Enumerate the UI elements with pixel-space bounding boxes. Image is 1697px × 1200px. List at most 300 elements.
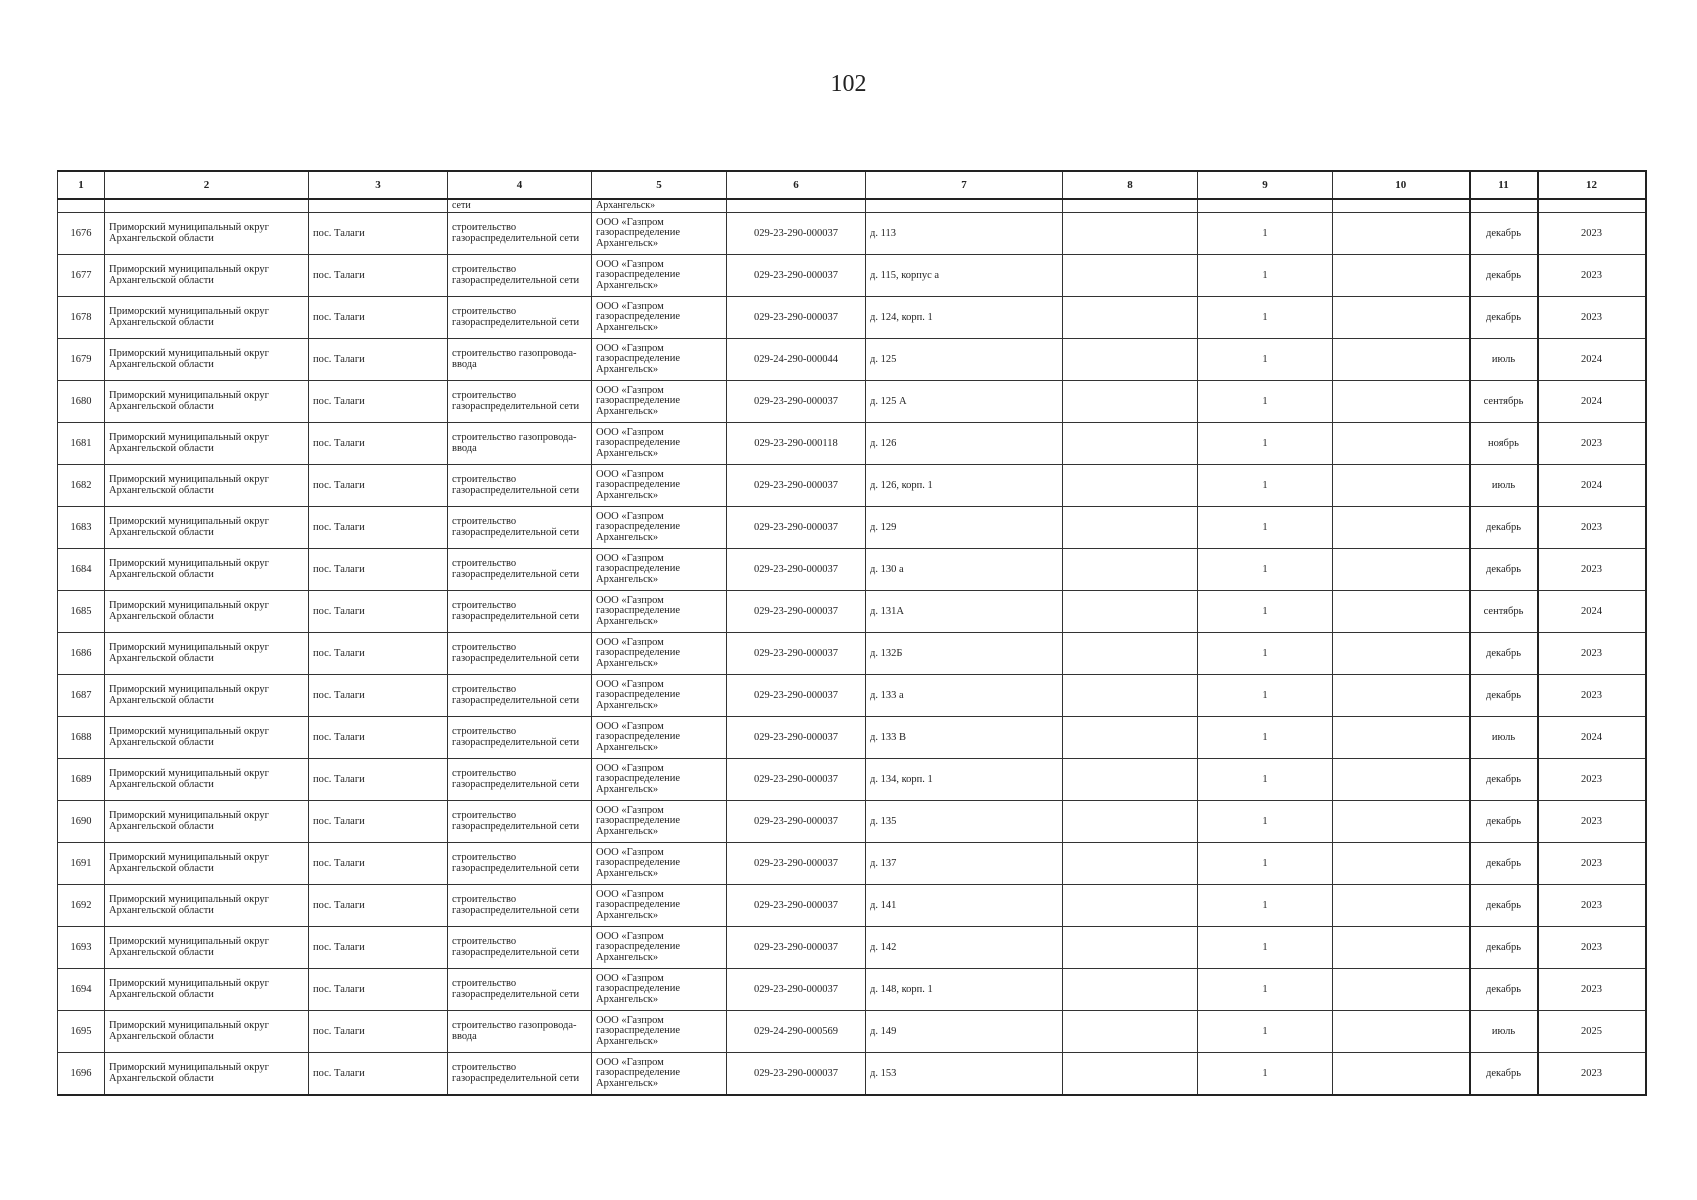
quantity-cell: 1 [1198, 549, 1333, 591]
row-number: 1676 [58, 213, 105, 255]
row-number: 1687 [58, 675, 105, 717]
work-type-cell: строительство газораспределительной сети [448, 927, 592, 969]
year-cell: 2023 [1538, 423, 1646, 465]
column-header-10: 10 [1333, 171, 1470, 199]
column-10-cell [1333, 675, 1470, 717]
object-code-cell: 029-23-290-000037 [727, 675, 866, 717]
work-type-cell: строительство газораспределительной сети [448, 759, 592, 801]
table-row [58, 759, 1646, 801]
address-cell: д. 113 [866, 213, 1063, 255]
year-cell: 2023 [1538, 969, 1646, 1011]
table-row [58, 591, 1646, 633]
month-cell: июль [1470, 1011, 1538, 1053]
row-number: 1694 [58, 969, 105, 1011]
column-10-cell [1333, 759, 1470, 801]
table-row [58, 843, 1646, 885]
object-code-cell: 029-23-290-000037 [727, 801, 866, 843]
address-cell: д. 133 В [866, 717, 1063, 759]
address-cell: д. 149 [866, 1011, 1063, 1053]
address-cell: д. 134, корп. 1 [866, 759, 1063, 801]
table-row [58, 633, 1646, 675]
quantity-cell: 1 [1198, 885, 1333, 927]
address-cell: д. 135 [866, 801, 1063, 843]
object-code-cell: 029-23-290-000037 [727, 969, 866, 1011]
month-cell: декабрь [1470, 843, 1538, 885]
quantity-cell: 1 [1198, 801, 1333, 843]
column-8-cell [1063, 969, 1198, 1011]
object-code-cell: 029-23-290-000037 [727, 297, 866, 339]
column-10-cell [1333, 381, 1470, 423]
quantity-cell: 1 [1198, 255, 1333, 297]
quantity-cell: 1 [1198, 927, 1333, 969]
year-cell: 2023 [1538, 1053, 1646, 1096]
district-cell: Приморский муниципальный округ Архангельской области [105, 759, 309, 801]
column-8-cell [1063, 1053, 1198, 1096]
quantity-cell: 1 [1198, 591, 1333, 633]
district-cell: Приморский муниципальный округ Архангельской области [105, 213, 309, 255]
contractor-cell: ООО «Газпром газораспределение Архангельск» [592, 927, 727, 969]
year-cell: 2023 [1538, 927, 1646, 969]
locality-cell: пос. Талаги [309, 1053, 448, 1096]
locality-cell: пос. Талаги [309, 213, 448, 255]
row-number: 1682 [58, 465, 105, 507]
continuation-cell-9 [1198, 199, 1333, 213]
column-10-cell [1333, 717, 1470, 759]
month-cell: декабрь [1470, 297, 1538, 339]
work-type-cell: строительство газопровода-ввода [448, 339, 592, 381]
row-number: 1693 [58, 927, 105, 969]
row-number: 1688 [58, 717, 105, 759]
table-row [58, 213, 1646, 255]
column-10-cell [1333, 297, 1470, 339]
year-cell: 2023 [1538, 633, 1646, 675]
column-8-cell [1063, 549, 1198, 591]
address-cell: д. 126 [866, 423, 1063, 465]
locality-cell: пос. Талаги [309, 801, 448, 843]
district-cell: Приморский муниципальный округ Архангельской области [105, 297, 309, 339]
year-cell: 2024 [1538, 465, 1646, 507]
quantity-cell: 1 [1198, 339, 1333, 381]
month-cell: декабрь [1470, 927, 1538, 969]
row-number: 1681 [58, 423, 105, 465]
contractor-cell: ООО «Газпром газораспределение Архангельск» [592, 801, 727, 843]
district-cell: Приморский муниципальный округ Архангельской области [105, 633, 309, 675]
table-row [58, 1011, 1646, 1053]
object-code-cell: 029-23-290-000118 [727, 423, 866, 465]
column-8-cell [1063, 381, 1198, 423]
year-cell: 2023 [1538, 507, 1646, 549]
column-8-cell [1063, 633, 1198, 675]
contractor-cell: ООО «Газпром газораспределение Архангельск» [592, 549, 727, 591]
row-number: 1684 [58, 549, 105, 591]
year-cell: 2025 [1538, 1011, 1646, 1053]
work-type-cell: строительство газопровода-ввода [448, 423, 592, 465]
quantity-cell: 1 [1198, 843, 1333, 885]
table-row [58, 549, 1646, 591]
contractor-cell: ООО «Газпром газораспределение Архангельск» [592, 297, 727, 339]
work-type-cell: строительство газораспределительной сети [448, 465, 592, 507]
registry-table [57, 170, 1647, 1096]
locality-cell: пос. Талаги [309, 339, 448, 381]
column-header-1: 1 [58, 171, 105, 199]
row-number: 1677 [58, 255, 105, 297]
column-header-5: 5 [592, 171, 727, 199]
row-number: 1679 [58, 339, 105, 381]
locality-cell: пос. Талаги [309, 297, 448, 339]
column-header-9: 9 [1198, 171, 1333, 199]
row-number: 1690 [58, 801, 105, 843]
object-code-cell: 029-23-290-000037 [727, 885, 866, 927]
work-type-cell: строительство газораспределительной сети [448, 507, 592, 549]
column-header-12: 12 [1538, 171, 1646, 199]
contractor-cell: ООО «Газпром газораспределение Архангельск» [592, 213, 727, 255]
address-cell: д. 133 а [866, 675, 1063, 717]
month-cell: декабрь [1470, 1053, 1538, 1096]
month-cell: декабрь [1470, 213, 1538, 255]
continuation-cell-7 [866, 199, 1063, 213]
object-code-cell: 029-23-290-000037 [727, 213, 866, 255]
locality-cell: пос. Талаги [309, 255, 448, 297]
column-8-cell [1063, 591, 1198, 633]
table-row [58, 255, 1646, 297]
object-code-cell: 029-23-290-000037 [727, 1053, 866, 1096]
month-cell: июль [1470, 465, 1538, 507]
month-cell: декабрь [1470, 507, 1538, 549]
district-cell: Приморский муниципальный округ Архангельской области [105, 801, 309, 843]
month-cell: декабрь [1470, 759, 1538, 801]
continuation-cell-8 [1063, 199, 1198, 213]
column-10-cell [1333, 885, 1470, 927]
work-type-cell: строительство газораспределительной сети [448, 969, 592, 1011]
contractor-cell: ООО «Газпром газораспределение Архангельск» [592, 1011, 727, 1053]
column-10-cell [1333, 423, 1470, 465]
year-cell: 2023 [1538, 255, 1646, 297]
year-cell: 2023 [1538, 297, 1646, 339]
table-row [58, 507, 1646, 549]
quantity-cell: 1 [1198, 465, 1333, 507]
work-type-cell: строительство газораспределительной сети [448, 591, 592, 633]
object-code-cell: 029-23-290-000037 [727, 591, 866, 633]
quantity-cell: 1 [1198, 507, 1333, 549]
object-code-cell: 029-23-290-000037 [727, 381, 866, 423]
locality-cell: пос. Талаги [309, 759, 448, 801]
column-header-2: 2 [105, 171, 309, 199]
row-number: 1685 [58, 591, 105, 633]
contractor-cell: ООО «Газпром газораспределение Архангельск» [592, 633, 727, 675]
contractor-cell: ООО «Газпром газораспределение Архангельск» [592, 255, 727, 297]
district-cell: Приморский муниципальный округ Архангельской области [105, 465, 309, 507]
object-code-cell: 029-23-290-000037 [727, 843, 866, 885]
year-cell: 2023 [1538, 759, 1646, 801]
continuation-cell-1 [58, 199, 105, 213]
contractor-cell: ООО «Газпром газораспределение Архангельск» [592, 717, 727, 759]
quantity-cell: 1 [1198, 1053, 1333, 1096]
address-cell: д. 148, корп. 1 [866, 969, 1063, 1011]
row-number: 1689 [58, 759, 105, 801]
district-cell: Приморский муниципальный округ Архангельской области [105, 591, 309, 633]
column-10-cell [1333, 1011, 1470, 1053]
year-cell: 2024 [1538, 381, 1646, 423]
object-code-cell: 029-24-290-000569 [727, 1011, 866, 1053]
contractor-cell: ООО «Газпром газораспределение Архангельск» [592, 843, 727, 885]
continuation-cell-10 [1333, 199, 1470, 213]
year-cell: 2024 [1538, 717, 1646, 759]
table-row [58, 927, 1646, 969]
quantity-cell: 1 [1198, 381, 1333, 423]
continuation-contractor: Архангельск» [592, 199, 727, 213]
district-cell: Приморский муниципальный округ Архангельской области [105, 885, 309, 927]
column-10-cell [1333, 465, 1470, 507]
column-10-cell [1333, 633, 1470, 675]
locality-cell: пос. Талаги [309, 507, 448, 549]
object-code-cell: 029-23-290-000037 [727, 927, 866, 969]
column-8-cell [1063, 297, 1198, 339]
object-code-cell: 029-24-290-000044 [727, 339, 866, 381]
month-cell: декабрь [1470, 801, 1538, 843]
column-10-cell [1333, 213, 1470, 255]
column-10-cell [1333, 549, 1470, 591]
continuation-cell-11 [1470, 199, 1538, 213]
continuation-cell-6 [727, 199, 866, 213]
quantity-cell: 1 [1198, 675, 1333, 717]
district-cell: Приморский муниципальный округ Архангельской области [105, 339, 309, 381]
work-type-cell: строительство газораспределительной сети [448, 885, 592, 927]
object-code-cell: 029-23-290-000037 [727, 759, 866, 801]
row-number: 1696 [58, 1053, 105, 1096]
locality-cell: пос. Талаги [309, 717, 448, 759]
column-8-cell [1063, 843, 1198, 885]
year-cell: 2024 [1538, 339, 1646, 381]
column-header-4: 4 [448, 171, 592, 199]
work-type-cell: строительство газораспределительной сети [448, 381, 592, 423]
district-cell: Приморский муниципальный округ Архангельской области [105, 549, 309, 591]
work-type-cell: строительство газораспределительной сети [448, 633, 592, 675]
locality-cell: пос. Талаги [309, 1011, 448, 1053]
year-cell: 2023 [1538, 549, 1646, 591]
work-type-cell: строительство газораспределительной сети [448, 213, 592, 255]
address-cell: д. 125 А [866, 381, 1063, 423]
table-row [58, 717, 1646, 759]
district-cell: Приморский муниципальный округ Архангельской области [105, 381, 309, 423]
column-number-header [58, 171, 1646, 199]
address-cell: д. 125 [866, 339, 1063, 381]
quantity-cell: 1 [1198, 423, 1333, 465]
month-cell: декабрь [1470, 969, 1538, 1011]
work-type-cell: строительство газораспределительной сети [448, 717, 592, 759]
row-number: 1686 [58, 633, 105, 675]
column-10-cell [1333, 1053, 1470, 1096]
object-code-cell: 029-23-290-000037 [727, 507, 866, 549]
contractor-cell: ООО «Газпром газораспределение Архангельск» [592, 339, 727, 381]
address-cell: д. 130 а [866, 549, 1063, 591]
contractor-cell: ООО «Газпром газораспределение Архангельск» [592, 423, 727, 465]
column-8-cell [1063, 675, 1198, 717]
locality-cell: пос. Талаги [309, 969, 448, 1011]
year-cell: 2024 [1538, 591, 1646, 633]
address-cell: д. 141 [866, 885, 1063, 927]
district-cell: Приморский муниципальный округ Архангельской области [105, 717, 309, 759]
month-cell: ноябрь [1470, 423, 1538, 465]
continuation-cell-12 [1538, 199, 1646, 213]
month-cell: декабрь [1470, 255, 1538, 297]
table-row [58, 675, 1646, 717]
quantity-cell: 1 [1198, 717, 1333, 759]
row-number: 1678 [58, 297, 105, 339]
district-cell: Приморский муниципальный округ Архангельской области [105, 507, 309, 549]
locality-cell: пос. Талаги [309, 549, 448, 591]
work-type-cell: строительство газораспределительной сети [448, 843, 592, 885]
contractor-cell: ООО «Газпром газораспределение Архангельск» [592, 675, 727, 717]
work-type-cell: строительство газораспределительной сети [448, 801, 592, 843]
column-10-cell [1333, 339, 1470, 381]
quantity-cell: 1 [1198, 213, 1333, 255]
column-8-cell [1063, 507, 1198, 549]
table-row [58, 969, 1646, 1011]
contractor-cell: ООО «Газпром газораспределение Архангельск» [592, 465, 727, 507]
district-cell: Приморский муниципальный округ Архангельской области [105, 255, 309, 297]
locality-cell: пос. Талаги [309, 423, 448, 465]
address-cell: д. 129 [866, 507, 1063, 549]
column-8-cell [1063, 339, 1198, 381]
continuation-work-type: сети [448, 199, 592, 213]
district-cell: Приморский муниципальный округ Архангельской области [105, 675, 309, 717]
locality-cell: пос. Талаги [309, 885, 448, 927]
object-code-cell: 029-23-290-000037 [727, 633, 866, 675]
work-type-cell: строительство газораспределительной сети [448, 255, 592, 297]
row-number: 1680 [58, 381, 105, 423]
work-type-cell: строительство газораспределительной сети [448, 549, 592, 591]
table-row [58, 1053, 1646, 1096]
column-10-cell [1333, 843, 1470, 885]
column-10-cell [1333, 507, 1470, 549]
month-cell: декабрь [1470, 885, 1538, 927]
quantity-cell: 1 [1198, 1011, 1333, 1053]
object-code-cell: 029-23-290-000037 [727, 549, 866, 591]
month-cell: июль [1470, 717, 1538, 759]
table-row [58, 423, 1646, 465]
object-code-cell: 029-23-290-000037 [727, 255, 866, 297]
work-type-cell: строительство газораспределительной сети [448, 675, 592, 717]
column-header-7: 7 [866, 171, 1063, 199]
table-row [58, 801, 1646, 843]
row-number: 1691 [58, 843, 105, 885]
locality-cell: пос. Талаги [309, 843, 448, 885]
contractor-cell: ООО «Газпром газораспределение Архангельск» [592, 591, 727, 633]
column-header-3: 3 [309, 171, 448, 199]
continuation-cell-3 [309, 199, 448, 213]
address-cell: д. 153 [866, 1053, 1063, 1096]
year-cell: 2023 [1538, 843, 1646, 885]
contractor-cell: ООО «Газпром газораспределение Архангельск» [592, 885, 727, 927]
district-cell: Приморский муниципальный округ Архангельской области [105, 1053, 309, 1096]
contractor-cell: ООО «Газпром газораспределение Архангельск» [592, 381, 727, 423]
work-type-cell: строительство газораспределительной сети [448, 1053, 592, 1096]
address-cell: д. 126, корп. 1 [866, 465, 1063, 507]
row-number: 1692 [58, 885, 105, 927]
contractor-cell: ООО «Газпром газораспределение Архангельск» [592, 969, 727, 1011]
row-number: 1683 [58, 507, 105, 549]
month-cell: декабрь [1470, 675, 1538, 717]
month-cell: декабрь [1470, 633, 1538, 675]
year-cell: 2023 [1538, 675, 1646, 717]
column-header-11: 11 [1470, 171, 1538, 199]
object-code-cell: 029-23-290-000037 [727, 465, 866, 507]
continuation-row [58, 199, 1646, 213]
column-header-6: 6 [727, 171, 866, 199]
month-cell: сентябрь [1470, 591, 1538, 633]
quantity-cell: 1 [1198, 969, 1333, 1011]
column-10-cell [1333, 927, 1470, 969]
quantity-cell: 1 [1198, 759, 1333, 801]
column-10-cell [1333, 801, 1470, 843]
column-8-cell [1063, 1011, 1198, 1053]
page-number: 102 [830, 71, 867, 97]
month-cell: сентябрь [1470, 381, 1538, 423]
column-header-8: 8 [1063, 171, 1198, 199]
column-8-cell [1063, 465, 1198, 507]
locality-cell: пос. Талаги [309, 927, 448, 969]
work-type-cell: строительство газопровода-ввода [448, 1011, 592, 1053]
table-row [58, 885, 1646, 927]
column-8-cell [1063, 423, 1198, 465]
year-cell: 2023 [1538, 885, 1646, 927]
address-cell: д. 131А [866, 591, 1063, 633]
district-cell: Приморский муниципальный округ Архангельской области [105, 423, 309, 465]
locality-cell: пос. Талаги [309, 465, 448, 507]
table-row [58, 465, 1646, 507]
column-10-cell [1333, 591, 1470, 633]
address-cell: д. 115, корпус а [866, 255, 1063, 297]
column-10-cell [1333, 969, 1470, 1011]
quantity-cell: 1 [1198, 633, 1333, 675]
column-8-cell [1063, 759, 1198, 801]
year-cell: 2023 [1538, 801, 1646, 843]
contractor-cell: ООО «Газпром газораспределение Архангельск» [592, 1053, 727, 1096]
address-cell: д. 132Б [866, 633, 1063, 675]
address-cell: д. 142 [866, 927, 1063, 969]
quantity-cell: 1 [1198, 297, 1333, 339]
column-8-cell [1063, 801, 1198, 843]
column-10-cell [1333, 255, 1470, 297]
column-8-cell [1063, 927, 1198, 969]
continuation-cell-2 [105, 199, 309, 213]
month-cell: декабрь [1470, 549, 1538, 591]
district-cell: Приморский муниципальный округ Архангельской области [105, 969, 309, 1011]
contractor-cell: ООО «Газпром газораспределение Архангельск» [592, 507, 727, 549]
locality-cell: пос. Талаги [309, 633, 448, 675]
table-row [58, 381, 1646, 423]
address-cell: д. 124, корп. 1 [866, 297, 1063, 339]
contractor-cell: ООО «Газпром газораспределение Архангельск» [592, 759, 727, 801]
address-cell: д. 137 [866, 843, 1063, 885]
month-cell: июль [1470, 339, 1538, 381]
table-row [58, 297, 1646, 339]
work-type-cell: строительство газораспределительной сети [448, 297, 592, 339]
locality-cell: пос. Талаги [309, 591, 448, 633]
locality-cell: пос. Талаги [309, 381, 448, 423]
year-cell: 2023 [1538, 213, 1646, 255]
column-8-cell [1063, 213, 1198, 255]
object-code-cell: 029-23-290-000037 [727, 717, 866, 759]
table-row [58, 339, 1646, 381]
district-cell: Приморский муниципальный округ Архангельской области [105, 1011, 309, 1053]
column-8-cell [1063, 255, 1198, 297]
locality-cell: пос. Талаги [309, 675, 448, 717]
column-8-cell [1063, 885, 1198, 927]
row-number: 1695 [58, 1011, 105, 1053]
district-cell: Приморский муниципальный округ Архангельской области [105, 927, 309, 969]
district-cell: Приморский муниципальный округ Архангельской области [105, 843, 309, 885]
